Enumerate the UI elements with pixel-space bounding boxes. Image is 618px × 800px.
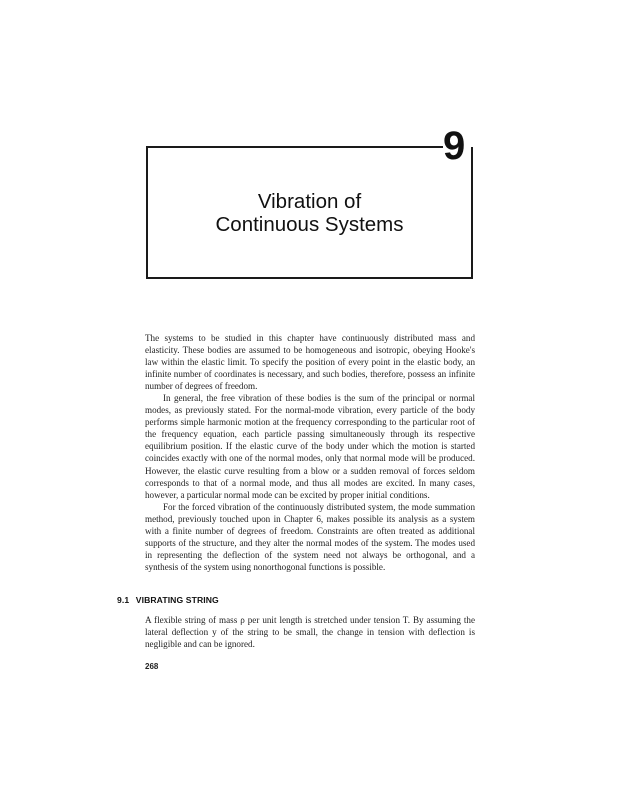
intro-text — [145, 332, 475, 573]
section-paragraph: A flexible string of mass ρ per unit length is stretched under tension T. By assuming the lateral deflection y of the string to be small, the change in tension with deflection is negligible and can be ignored. — [145, 615, 475, 650]
section-text — [145, 614, 475, 650]
page-number: 268 — [145, 662, 159, 671]
intro-paragraph-2: In general, the free vibration of these bodies is the sum of the principal or normal modes, as previously stated. For the normal-mode vibration, every particle of the body performs simple harmonic motion at the frequency corresponding to the particular root of the frequency equation, each particle passing simultaneously through its respective equilibrium position. If the elastic curve of the body under which the motion is started coincides exactly with one of the normal modes, only that normal mode will be produced. However, the elastic curve resulting from a blow or a sudden removal of forces seldom corresponds to that of a normal mode, and thus all modes are excited. In many cases, however, a particular normal mode can be excited by proper initial conditions. — [145, 393, 475, 500]
intro-paragraph-3: For the forced vibration of the continuously distributed system, the mode summation method, previously touched upon in Chapter 6, makes possible its analysis as a system with a finite number of degrees of freedom. Constraints are often treated as additional supports of the structure, and they alter the normal modes of the system. The modes used in representing the deflection of the system need not always be orthogonal, and a synthesis of the system using nonorthogonal functions is possible. — [145, 501, 475, 572]
section-heading — [117, 595, 219, 605]
chapter-title-line-1: Vibration of — [257, 190, 362, 213]
intro-paragraph-1: The systems to be studied in this chapter have continuously distributed mass and elasticity. These bodies are assumed to be homogeneous and isotropic, obeying Hooke's law within the elastic limit. To specify the position of every point in the elastic body, an infinite number of coordinates is necessary, and such bodies, therefore, possess an infinite number of degrees of freedom. — [145, 333, 475, 392]
chapter-title — [146, 190, 473, 236]
chapter-number: 9 — [443, 124, 466, 168]
chapter-title-line-2: Continuous Systems — [215, 213, 404, 236]
section-title: VIBRATING STRING — [135, 595, 219, 605]
section-number: 9.1 — [117, 595, 130, 605]
